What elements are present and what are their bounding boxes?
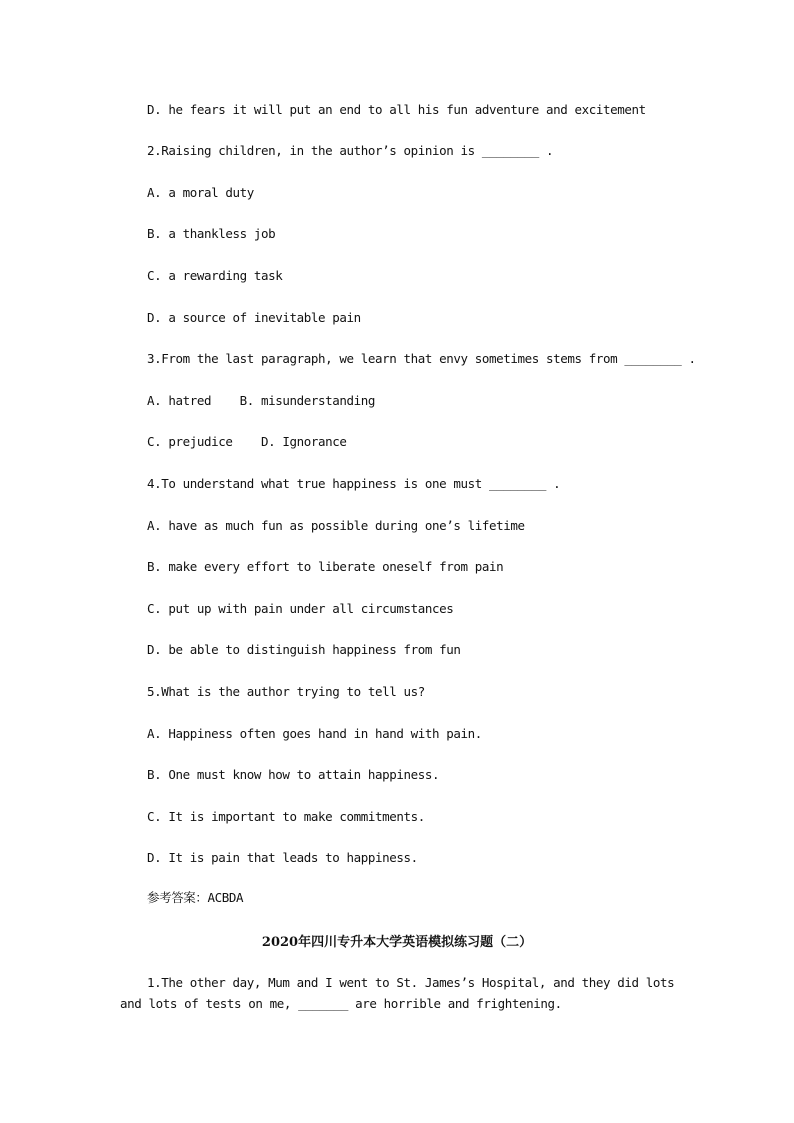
q3-options-cd: C. prejudice D. Ignorance xyxy=(147,434,347,449)
q2-option-a: A. a moral duty xyxy=(147,185,254,200)
question-3: 3.From the last paragraph, we learn that envy sometimes stems from ________ . xyxy=(147,351,696,366)
q4-option-a: A. have as much fun as possible during one’s lifetime xyxy=(147,518,525,533)
q5-option-b: B. One must know how to attain happiness. xyxy=(147,767,440,782)
q2-option-c: C. a rewarding task xyxy=(147,268,283,283)
q2-option-d: D. a source of inevitable pain xyxy=(147,310,361,325)
answer-key: 参考答案：ACBDA xyxy=(147,890,244,905)
question-2: 2.Raising children, in the author’s opinion is ________ . xyxy=(147,143,554,158)
q5-option-d: D. It is pain that leads to happiness. xyxy=(147,850,418,865)
q5-option-c: C. It is important to make commitments. xyxy=(147,809,425,824)
q1-option-d: D. he fears it will put an end to all his fun adventure and excitement xyxy=(147,102,646,117)
q2-option-b: B. a thankless job xyxy=(147,226,276,241)
question-4: 4.To understand what true happiness is one must ________ . xyxy=(147,476,561,491)
q3-options-ab: A. hatred B. misunderstanding xyxy=(147,393,376,408)
question-5: 5.What is the author trying to tell us? xyxy=(147,684,425,699)
q4-option-d: D. be able to distinguish happiness from fun xyxy=(147,642,461,657)
q5-option-a: A. Happiness often goes hand in hand with pain. xyxy=(147,726,482,741)
new-question-1: 1.The other day, Mum and I went to St. James’s Hospital, and they did lots and lots of tests on me, _______ are horrible and frightening. xyxy=(120,975,675,1011)
q4-option-c: C. put up with pain under all circumstances xyxy=(147,601,454,616)
q4-option-b: B. make every effort to liberate oneself from pain xyxy=(147,559,504,574)
section-heading: 2020年四川专升本大学英语模拟练习题（二） xyxy=(261,935,533,950)
